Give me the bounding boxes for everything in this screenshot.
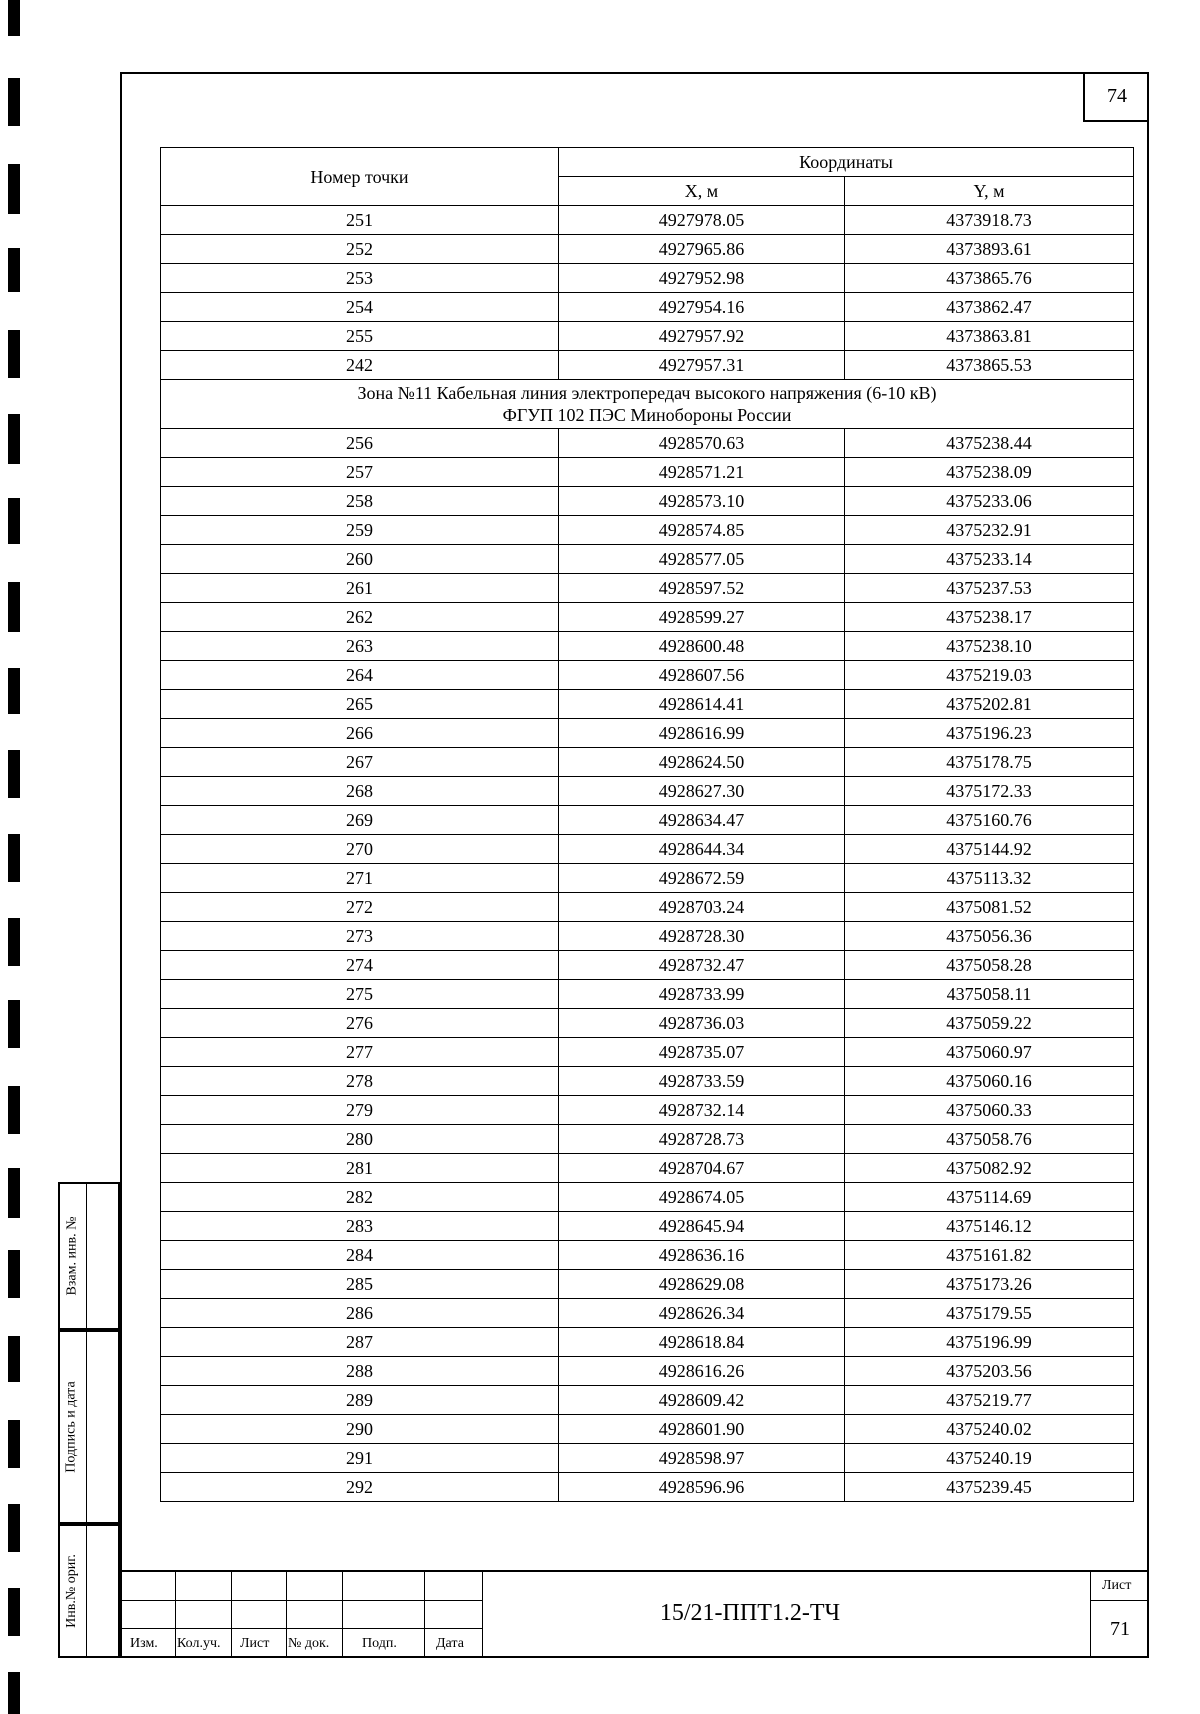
cell-y: 4375060.16 bbox=[845, 1067, 1134, 1096]
cell-point: 288 bbox=[161, 1357, 559, 1386]
cell-point: 286 bbox=[161, 1299, 559, 1328]
cell-x: 4928601.90 bbox=[559, 1415, 845, 1444]
cell-x: 4928674.05 bbox=[559, 1183, 845, 1212]
cell-y: 4375144.92 bbox=[845, 835, 1134, 864]
cell-y: 4375196.23 bbox=[845, 719, 1134, 748]
cell-y: 4375058.76 bbox=[845, 1125, 1134, 1154]
table-row bbox=[161, 458, 1134, 487]
table-row bbox=[161, 632, 1134, 661]
cell-point: 254 bbox=[161, 293, 559, 322]
cell-x: 4927978.05 bbox=[559, 206, 845, 235]
cell-y: 4375056.36 bbox=[845, 922, 1134, 951]
cell-y: 4373893.61 bbox=[845, 235, 1134, 264]
stamp-nodok: № док. bbox=[288, 1636, 330, 1651]
cell-x: 4928600.48 bbox=[559, 632, 845, 661]
cell-x: 4928570.63 bbox=[559, 429, 845, 458]
cell-point: 271 bbox=[161, 864, 559, 893]
cell-x: 4928598.97 bbox=[559, 1444, 845, 1473]
table-row bbox=[161, 1270, 1134, 1299]
side-label-podpis: Подпись и дата bbox=[64, 1381, 80, 1473]
cell-point: 256 bbox=[161, 429, 559, 458]
table-row bbox=[161, 1154, 1134, 1183]
stamp-kolvo: Кол.уч. bbox=[177, 1636, 221, 1651]
table-row bbox=[161, 1415, 1134, 1444]
table-row bbox=[161, 1299, 1134, 1328]
table-row bbox=[161, 574, 1134, 603]
header-x: X, м bbox=[559, 177, 845, 206]
cell-y: 4375239.45 bbox=[845, 1473, 1134, 1502]
stamp-list: Лист bbox=[240, 1636, 270, 1651]
cell-point: 283 bbox=[161, 1212, 559, 1241]
cell-x: 4928597.52 bbox=[559, 574, 845, 603]
cell-point: 255 bbox=[161, 322, 559, 351]
cell-y: 4375113.32 bbox=[845, 864, 1134, 893]
table-row bbox=[161, 1328, 1134, 1357]
cell-x: 4928624.50 bbox=[559, 748, 845, 777]
cell-y: 4375059.22 bbox=[845, 1009, 1134, 1038]
cell-point: 291 bbox=[161, 1444, 559, 1473]
stamp-line bbox=[231, 1572, 232, 1658]
cell-y: 4375178.75 bbox=[845, 748, 1134, 777]
cell-point: 251 bbox=[161, 206, 559, 235]
cell-point: 290 bbox=[161, 1415, 559, 1444]
table-row bbox=[161, 893, 1134, 922]
table-row bbox=[161, 1357, 1134, 1386]
cell-point: 274 bbox=[161, 951, 559, 980]
table-row bbox=[161, 351, 1134, 380]
cell-point: 266 bbox=[161, 719, 559, 748]
cell-x: 4927965.86 bbox=[559, 235, 845, 264]
stamp-sheet-label: Лист bbox=[1102, 1578, 1132, 1593]
cell-y: 4375219.77 bbox=[845, 1386, 1134, 1415]
rows-zone-11 bbox=[161, 429, 1134, 1502]
table-row bbox=[161, 661, 1134, 690]
header-point-number: Номер точки bbox=[161, 148, 559, 206]
stamp-line bbox=[1090, 1572, 1091, 1658]
cell-y: 4375179.55 bbox=[845, 1299, 1134, 1328]
table-row bbox=[161, 1125, 1134, 1154]
cell-y: 4375240.02 bbox=[845, 1415, 1134, 1444]
cell-y: 4375161.82 bbox=[845, 1241, 1134, 1270]
cell-x: 4927952.98 bbox=[559, 264, 845, 293]
cell-y: 4375060.33 bbox=[845, 1096, 1134, 1125]
cell-x: 4928577.05 bbox=[559, 545, 845, 574]
cell-y: 4375058.11 bbox=[845, 980, 1134, 1009]
cell-x: 4928573.10 bbox=[559, 487, 845, 516]
cell-point: 253 bbox=[161, 264, 559, 293]
table-row bbox=[161, 1009, 1134, 1038]
cell-point: 276 bbox=[161, 1009, 559, 1038]
cell-y: 4375081.52 bbox=[845, 893, 1134, 922]
cell-x: 4928627.30 bbox=[559, 777, 845, 806]
stamp-line bbox=[342, 1572, 343, 1658]
cell-point: 265 bbox=[161, 690, 559, 719]
cell-y: 4375233.06 bbox=[845, 487, 1134, 516]
cell-x: 4928644.34 bbox=[559, 835, 845, 864]
table-row bbox=[161, 1067, 1134, 1096]
cell-y: 4375219.03 bbox=[845, 661, 1134, 690]
table-row bbox=[161, 293, 1134, 322]
table-row bbox=[161, 1473, 1134, 1502]
cell-point: 264 bbox=[161, 661, 559, 690]
cell-x: 4928732.47 bbox=[559, 951, 845, 980]
cell-x: 4928616.99 bbox=[559, 719, 845, 748]
cell-y: 4375160.76 bbox=[845, 806, 1134, 835]
cell-point: 275 bbox=[161, 980, 559, 1009]
stamp-podp: Подп. bbox=[362, 1636, 397, 1651]
cell-point: 257 bbox=[161, 458, 559, 487]
cell-point: 277 bbox=[161, 1038, 559, 1067]
cell-x: 4928616.26 bbox=[559, 1357, 845, 1386]
table-row bbox=[161, 922, 1134, 951]
zone-title-line2: ФГУП 102 ПЭС Минобороны России bbox=[502, 405, 792, 425]
cell-y: 4375172.33 bbox=[845, 777, 1134, 806]
cell-point: 273 bbox=[161, 922, 559, 951]
cell-point: 284 bbox=[161, 1241, 559, 1270]
cell-x: 4928634.47 bbox=[559, 806, 845, 835]
stamp-line bbox=[286, 1572, 287, 1658]
rows-zone-previous bbox=[161, 206, 1134, 380]
cell-y: 4373863.81 bbox=[845, 322, 1134, 351]
cell-x: 4928614.41 bbox=[559, 690, 845, 719]
stamp-line bbox=[1090, 1600, 1149, 1601]
cell-y: 4375238.09 bbox=[845, 458, 1134, 487]
stamp-izm: Изм. bbox=[130, 1636, 158, 1651]
cell-x: 4928728.30 bbox=[559, 922, 845, 951]
table-row bbox=[161, 806, 1134, 835]
stamp-line bbox=[175, 1572, 176, 1658]
document-code: 15/21-ППТ1.2-ТЧ bbox=[659, 1600, 841, 1626]
cell-x: 4928607.56 bbox=[559, 661, 845, 690]
cell-y: 4375146.12 bbox=[845, 1212, 1134, 1241]
table-row bbox=[161, 264, 1134, 293]
cell-y: 4375233.14 bbox=[845, 545, 1134, 574]
table-row bbox=[161, 690, 1134, 719]
coordinates-table bbox=[160, 147, 1134, 1502]
cell-y: 4373865.53 bbox=[845, 351, 1134, 380]
cell-y: 4375196.99 bbox=[845, 1328, 1134, 1357]
table-row bbox=[161, 235, 1134, 264]
page-number: 74 bbox=[1083, 72, 1149, 122]
cell-x: 4928599.27 bbox=[559, 603, 845, 632]
stamp-line bbox=[482, 1572, 483, 1658]
cell-x: 4928672.59 bbox=[559, 864, 845, 893]
table-row bbox=[161, 545, 1134, 574]
cell-point: 258 bbox=[161, 487, 559, 516]
cell-point: 292 bbox=[161, 1473, 559, 1502]
cell-point: 261 bbox=[161, 574, 559, 603]
table-row bbox=[161, 206, 1134, 235]
table-row bbox=[161, 603, 1134, 632]
cell-point: 281 bbox=[161, 1154, 559, 1183]
cell-x: 4927957.92 bbox=[559, 322, 845, 351]
cell-y: 4375060.97 bbox=[845, 1038, 1134, 1067]
cell-x: 4928626.34 bbox=[559, 1299, 845, 1328]
cell-x: 4928596.96 bbox=[559, 1473, 845, 1502]
header-y: Y, м bbox=[845, 177, 1134, 206]
cell-point: 280 bbox=[161, 1125, 559, 1154]
cell-x: 4928732.14 bbox=[559, 1096, 845, 1125]
table-row bbox=[161, 1183, 1134, 1212]
cell-x: 4928703.24 bbox=[559, 893, 845, 922]
cell-x: 4928571.21 bbox=[559, 458, 845, 487]
cell-x: 4928733.99 bbox=[559, 980, 845, 1009]
zone-title bbox=[161, 380, 1134, 429]
cell-point: 278 bbox=[161, 1067, 559, 1096]
table-row bbox=[161, 719, 1134, 748]
side-label-vzam: Взам. инв. № bbox=[64, 1216, 79, 1296]
cell-y: 4375237.53 bbox=[845, 574, 1134, 603]
cell-x: 4928733.59 bbox=[559, 1067, 845, 1096]
cell-point: 259 bbox=[161, 516, 559, 545]
cell-x: 4928728.73 bbox=[559, 1125, 845, 1154]
cell-y: 4375238.10 bbox=[845, 632, 1134, 661]
table-row bbox=[161, 1241, 1134, 1270]
cell-y: 4375082.92 bbox=[845, 1154, 1134, 1183]
cell-point: 287 bbox=[161, 1328, 559, 1357]
cell-point: 279 bbox=[161, 1096, 559, 1125]
cell-x: 4928629.08 bbox=[559, 1270, 845, 1299]
cell-x: 4927957.31 bbox=[559, 351, 845, 380]
zone-header bbox=[161, 380, 1134, 429]
table-row bbox=[161, 980, 1134, 1009]
table-row bbox=[161, 487, 1134, 516]
cell-point: 252 bbox=[161, 235, 559, 264]
cell-x: 4928645.94 bbox=[559, 1212, 845, 1241]
table-row bbox=[161, 864, 1134, 893]
cell-y: 4373918.73 bbox=[845, 206, 1134, 235]
cell-y: 4375232.91 bbox=[845, 516, 1134, 545]
cell-point: 285 bbox=[161, 1270, 559, 1299]
zone-title-line1: Зона №11 Кабельная линия электропередач высокого напряжения (6-10 кВ) bbox=[357, 383, 937, 403]
table-row bbox=[161, 1444, 1134, 1473]
side-label-inv: Инв.№ ориг. bbox=[64, 1554, 80, 1628]
cell-point: 268 bbox=[161, 777, 559, 806]
cell-y: 4373865.76 bbox=[845, 264, 1134, 293]
stamp-sheet-number: 71 bbox=[1110, 1618, 1130, 1640]
cell-point: 262 bbox=[161, 603, 559, 632]
table-row bbox=[161, 1212, 1134, 1241]
cell-x: 4928736.03 bbox=[559, 1009, 845, 1038]
cell-point: 272 bbox=[161, 893, 559, 922]
cell-y: 4375238.17 bbox=[845, 603, 1134, 632]
table-row bbox=[161, 516, 1134, 545]
cell-point: 289 bbox=[161, 1386, 559, 1415]
side-divider bbox=[86, 1182, 87, 1658]
cell-point: 270 bbox=[161, 835, 559, 864]
table-row bbox=[161, 322, 1134, 351]
cell-x: 4928636.16 bbox=[559, 1241, 845, 1270]
cell-y: 4375240.19 bbox=[845, 1444, 1134, 1473]
table-row bbox=[161, 951, 1134, 980]
cell-point: 260 bbox=[161, 545, 559, 574]
cell-y: 4375058.28 bbox=[845, 951, 1134, 980]
stamp-line bbox=[424, 1572, 425, 1658]
table-row bbox=[161, 429, 1134, 458]
cell-x: 4928574.85 bbox=[559, 516, 845, 545]
cell-x: 4927954.16 bbox=[559, 293, 845, 322]
cell-x: 4928618.84 bbox=[559, 1328, 845, 1357]
cell-point: 267 bbox=[161, 748, 559, 777]
cell-x: 4928735.07 bbox=[559, 1038, 845, 1067]
cell-point: 263 bbox=[161, 632, 559, 661]
table-row bbox=[161, 1038, 1134, 1067]
cell-x: 4928704.67 bbox=[559, 1154, 845, 1183]
cell-x: 4928609.42 bbox=[559, 1386, 845, 1415]
stamp-data: Дата bbox=[436, 1636, 464, 1651]
cell-point: 282 bbox=[161, 1183, 559, 1212]
cell-y: 4373862.47 bbox=[845, 293, 1134, 322]
table-row bbox=[161, 1096, 1134, 1125]
cell-y: 4375238.44 bbox=[845, 429, 1134, 458]
cell-y: 4375203.56 bbox=[845, 1357, 1134, 1386]
header-coordinates: Координаты bbox=[559, 148, 1134, 177]
cell-point: 242 bbox=[161, 351, 559, 380]
cell-y: 4375114.69 bbox=[845, 1183, 1134, 1212]
table-row bbox=[161, 748, 1134, 777]
table-row bbox=[161, 1386, 1134, 1415]
table-row bbox=[161, 777, 1134, 806]
cell-point: 269 bbox=[161, 806, 559, 835]
cell-y: 4375173.26 bbox=[845, 1270, 1134, 1299]
cell-y: 4375202.81 bbox=[845, 690, 1134, 719]
table-row bbox=[161, 835, 1134, 864]
